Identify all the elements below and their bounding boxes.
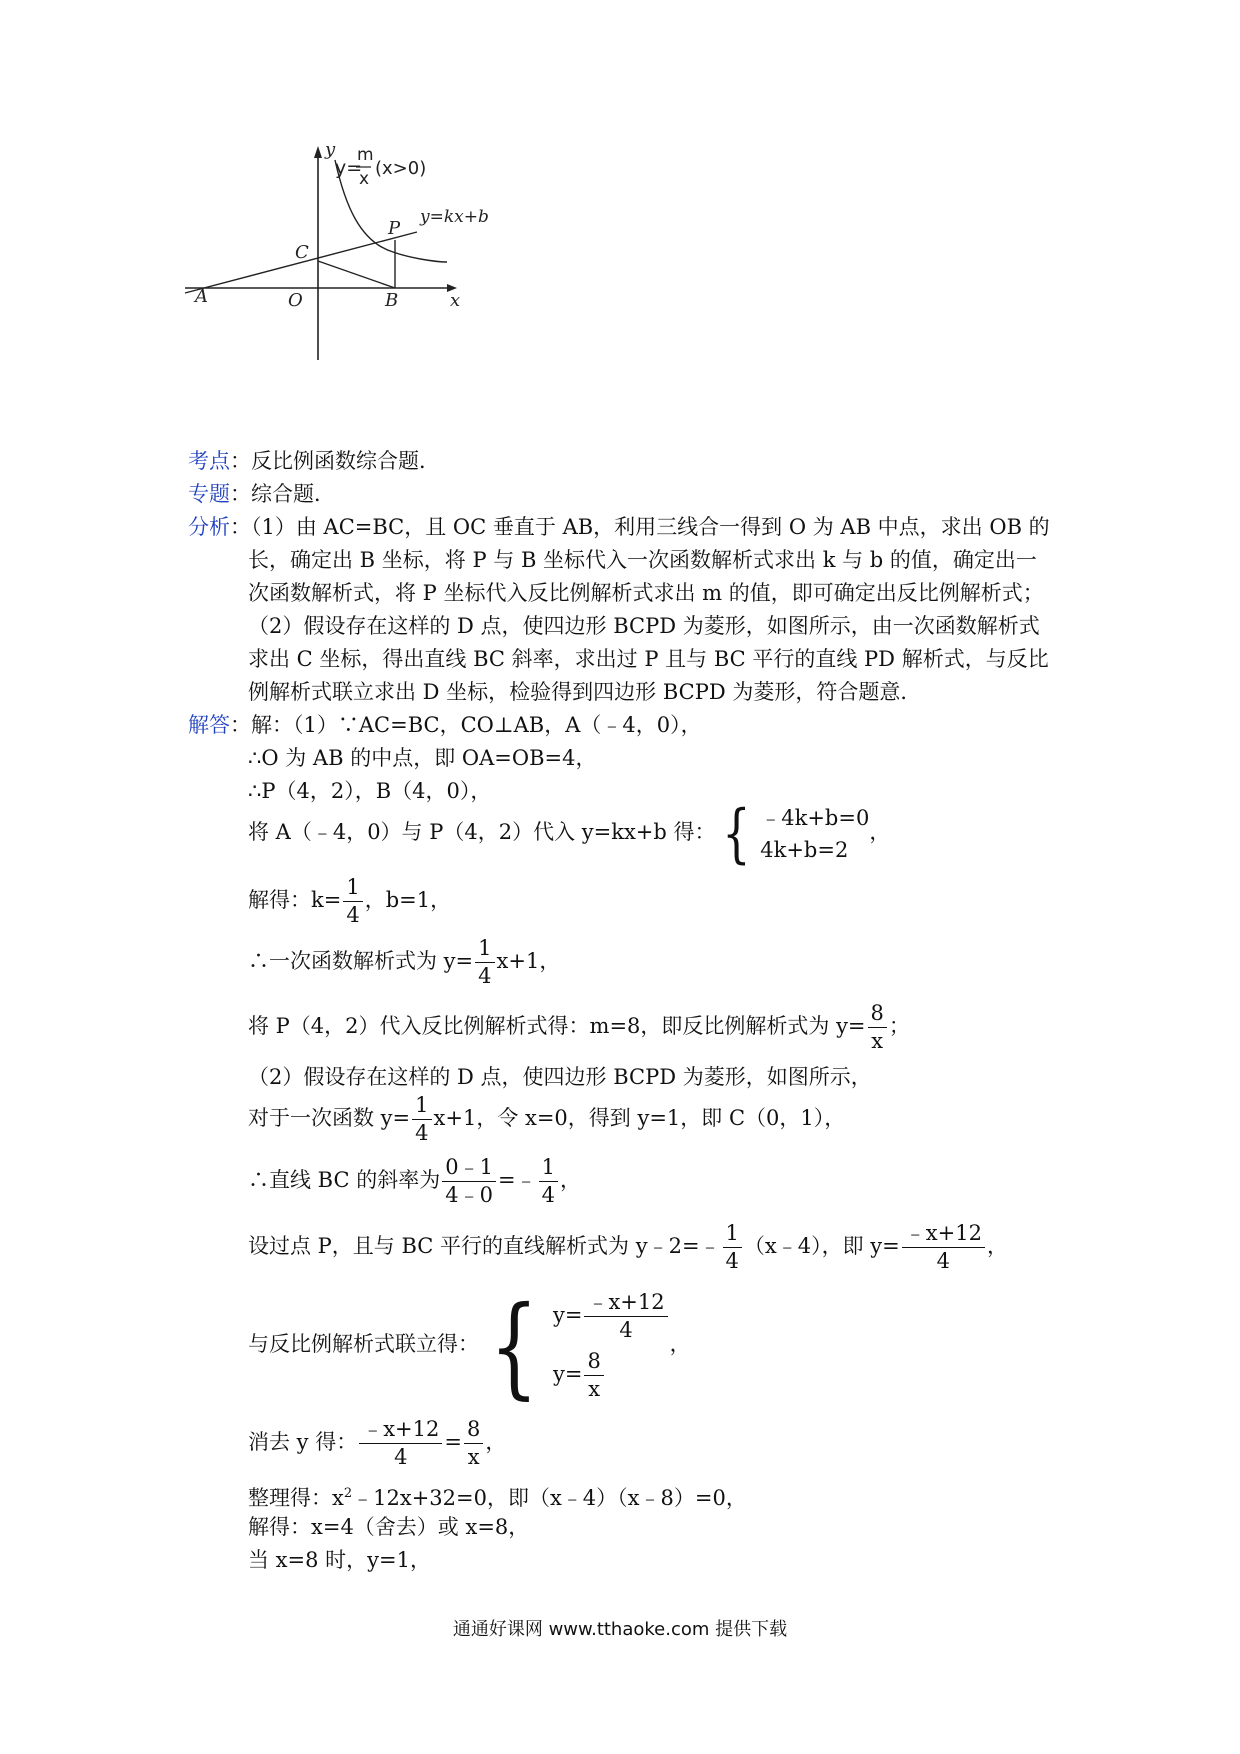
fraction bbox=[464, 1419, 483, 1468]
footer-text: 通通好课网 www.tthaoke.com 提供下载 bbox=[452, 1619, 788, 1640]
fraction-num: 0﹣1 bbox=[442, 1157, 496, 1182]
solution-line-10-mid: =﹣ bbox=[497, 1168, 537, 1192]
fraction-line-pd bbox=[902, 1223, 985, 1272]
jieda-label: 解答 bbox=[188, 713, 230, 737]
solution-line-15: 解得：x=4（舍去）或 x=8， bbox=[248, 1515, 530, 1539]
solution-line-16: 当 x=8 时，y=1， bbox=[248, 1548, 431, 1572]
solution-line-9-post: x+1，令 x=0，得到 y=1，即 C（0，1）， bbox=[433, 1106, 846, 1130]
solution-line-10-post: ， bbox=[559, 1168, 581, 1192]
fenxi-line-6: 例解析式联立求出 D 坐标，检验得到四边形 BCPD 为菱形，符合题意． bbox=[248, 680, 922, 704]
fraction bbox=[584, 1348, 603, 1401]
solution-line-7 bbox=[248, 998, 910, 1054]
fraction-den: 4 bbox=[415, 1121, 429, 1145]
solution-line-6 bbox=[248, 933, 560, 989]
zhuanti-text: ：综合题． bbox=[230, 482, 335, 506]
curve-eq-domain: (x>0) bbox=[375, 158, 427, 179]
fenxi-line-5: 求出 C 坐标，得出直线 BC 斜率，求出过 P 且与 BC 平行的直线 PD 解析式，与反比 bbox=[248, 647, 1049, 671]
solution-line-6-pre: ∴一次函数解析式为 y= bbox=[248, 949, 474, 973]
solution-line-11-mid: （x﹣4），即 y= bbox=[743, 1234, 900, 1258]
solution-line-10 bbox=[248, 1152, 581, 1208]
fraction-num: 8 bbox=[464, 1419, 483, 1444]
solution-line-5-post: ，b=1， bbox=[364, 888, 452, 912]
axis-x-label: x bbox=[450, 290, 461, 311]
equation-system-2 bbox=[479, 1281, 670, 1410]
zhuanti-line bbox=[188, 481, 335, 507]
fraction bbox=[359, 1419, 442, 1468]
solution-line-11-post: ， bbox=[986, 1234, 1008, 1258]
fenxi-text-1: ：（1）由 AC=BC，且 OC 垂直于 AB，利用三线合一得到 O 为 AB 中点，求出 OB 的 bbox=[230, 515, 1050, 539]
fraction-den: 4﹣0 bbox=[445, 1183, 493, 1207]
fenxi-line-2: 长，确定出 B 坐标，将 P 与 B 坐标代入一次函数解析式求出 k 与 b 的值，确定出一 bbox=[248, 548, 1037, 572]
point-P-label: P bbox=[388, 218, 401, 239]
zhuanti-label: 专题 bbox=[188, 482, 230, 506]
equation-system-1 bbox=[716, 796, 870, 871]
axis-y-label: y bbox=[325, 139, 336, 160]
fenxi-line-1 bbox=[188, 514, 1050, 540]
solution-line-4-pre: 将 A（﹣4，0）与 P（4，2）代入 y=kx+b 得： bbox=[248, 820, 716, 844]
fraction-num: 1 bbox=[723, 1223, 742, 1248]
function-graph-figure bbox=[185, 139, 530, 410]
solution-line-13-pre: 消去 y 得： bbox=[248, 1430, 358, 1454]
fraction-slope-calc bbox=[442, 1157, 496, 1206]
fraction-num: 1 bbox=[539, 1157, 558, 1182]
curve-eq-num: m bbox=[357, 145, 374, 165]
eq-prefix: y= bbox=[553, 1361, 583, 1386]
fraction-1-4 bbox=[539, 1157, 558, 1206]
left-brace: { bbox=[489, 1281, 539, 1410]
solution-line-9-pre: 对于一次函数 y= bbox=[248, 1106, 411, 1130]
solution-line-14-post: ﹣12x+32=0，即（x﹣4）（x﹣8）=0， bbox=[352, 1486, 747, 1510]
solution-line-13-post: ， bbox=[485, 1430, 507, 1454]
fraction-slope bbox=[475, 938, 494, 987]
point-A-label: A bbox=[195, 286, 208, 307]
fraction-8-over-x bbox=[868, 1003, 887, 1052]
solution-line-5 bbox=[248, 872, 451, 928]
point-C-label: C bbox=[295, 242, 309, 263]
solution-line-1: ：解：（1）∵AC=BC，CO⊥AB，A（﹣4，0）， bbox=[230, 713, 702, 737]
solution-line-2: ∴O 为 AB 的中点，即 OA=OB=4， bbox=[248, 746, 597, 770]
fraction-den: x bbox=[871, 1029, 884, 1053]
solution-line-8: （2）假设存在这样的 D 点，使四边形 BCPD 为菱形，如图所示， bbox=[248, 1065, 872, 1089]
point-O-label: O bbox=[288, 290, 303, 311]
solution-line-9 bbox=[248, 1090, 845, 1146]
solution-line-6-post: x+1， bbox=[496, 949, 561, 973]
fraction-num: 8 bbox=[868, 1003, 887, 1028]
fraction-1-4 bbox=[723, 1223, 742, 1272]
segment-CB bbox=[318, 261, 395, 288]
fraction-den: 4 bbox=[725, 1249, 739, 1273]
fenxi-label: 分析 bbox=[188, 515, 230, 539]
solution-line-3: ∴P（4，2），B（4，0）， bbox=[248, 779, 492, 803]
solution-line-12-post: ， bbox=[669, 1332, 691, 1356]
fraction-num: 1 bbox=[412, 1095, 431, 1120]
system-1-eq-2: 4k+b=2 bbox=[760, 837, 849, 862]
fraction bbox=[584, 1289, 667, 1342]
kaodian-label: 考点 bbox=[188, 449, 230, 473]
kaodian-text: ：反比例函数综合题． bbox=[230, 449, 440, 473]
jieda-line-1 bbox=[188, 712, 702, 738]
solution-line-12 bbox=[248, 1281, 691, 1410]
y-axis-arrow bbox=[314, 146, 322, 158]
fraction-num: ﹣x+12 bbox=[359, 1419, 442, 1444]
fraction-1-4 bbox=[412, 1095, 431, 1144]
fraction-k bbox=[343, 877, 362, 926]
point-B-label: B bbox=[385, 290, 399, 311]
solution-line-11 bbox=[248, 1218, 1008, 1274]
solution-line-4-post: ， bbox=[869, 820, 891, 844]
fraction-den: 4 bbox=[478, 964, 492, 988]
solution-line-7-post: ； bbox=[888, 1014, 910, 1038]
left-brace: { bbox=[721, 796, 751, 871]
solution-line-7-pre: 将 P（4，2）代入反比例解析式得：m=8，即反比例解析式为 y= bbox=[248, 1014, 866, 1038]
solution-line-12-pre: 与反比例解析式联立得： bbox=[248, 1332, 479, 1356]
superscript: 2 bbox=[343, 1486, 353, 1501]
solution-line-14-pre: 整理得：x bbox=[248, 1486, 344, 1510]
solution-line-13-mid: = bbox=[444, 1430, 462, 1454]
fraction-den: 4 bbox=[346, 903, 360, 927]
curve-eq-prefix: y= bbox=[335, 157, 363, 179]
fraction-num: ﹣x+12 bbox=[584, 1292, 667, 1317]
solution-line-5-pre: 解得：k= bbox=[248, 888, 342, 912]
system-2-eq-1 bbox=[553, 1289, 670, 1342]
curve-eq-den: x bbox=[359, 169, 370, 189]
solution-line-11-pre: 设过点 P，且与 BC 平行的直线解析式为 y﹣2=﹣ bbox=[248, 1234, 721, 1258]
fraction-num: ﹣x+12 bbox=[902, 1223, 985, 1248]
fraction-den: 4 bbox=[541, 1183, 555, 1207]
fraction-num: 8 bbox=[584, 1351, 603, 1376]
eq-prefix: y= bbox=[553, 1302, 583, 1327]
kaodian-line bbox=[188, 448, 440, 474]
fraction-num: 1 bbox=[343, 877, 362, 902]
fraction-den: x bbox=[467, 1445, 480, 1469]
fraction-num: 1 bbox=[475, 938, 494, 963]
solution-line-13 bbox=[248, 1412, 506, 1472]
fenxi-line-4: （2）假设存在这样的 D 点，使四边形 BCPD 为菱形，如图所示，由一次函数解析式 bbox=[248, 614, 1040, 638]
fraction-den: 4 bbox=[936, 1249, 951, 1273]
fraction-den: 4 bbox=[619, 1317, 633, 1342]
fraction-den: x bbox=[588, 1376, 601, 1401]
system-1-eq-1: ﹣4k+b=0 bbox=[760, 805, 870, 830]
solution-line-14 bbox=[248, 1481, 747, 1511]
solution-line-10-pre: ∴直线 BC 的斜率为 bbox=[248, 1168, 441, 1192]
fraction-den: 4 bbox=[394, 1445, 408, 1469]
solution-line-4 bbox=[248, 796, 891, 871]
system-2-eq-2 bbox=[553, 1348, 670, 1401]
fenxi-line-3: 次函数解析式，将 P 坐标代入反比例解析式求出 m 的值，即可确定出反比例解析式； bbox=[248, 581, 1044, 605]
line-eq-label: y=kx+b bbox=[420, 207, 489, 227]
